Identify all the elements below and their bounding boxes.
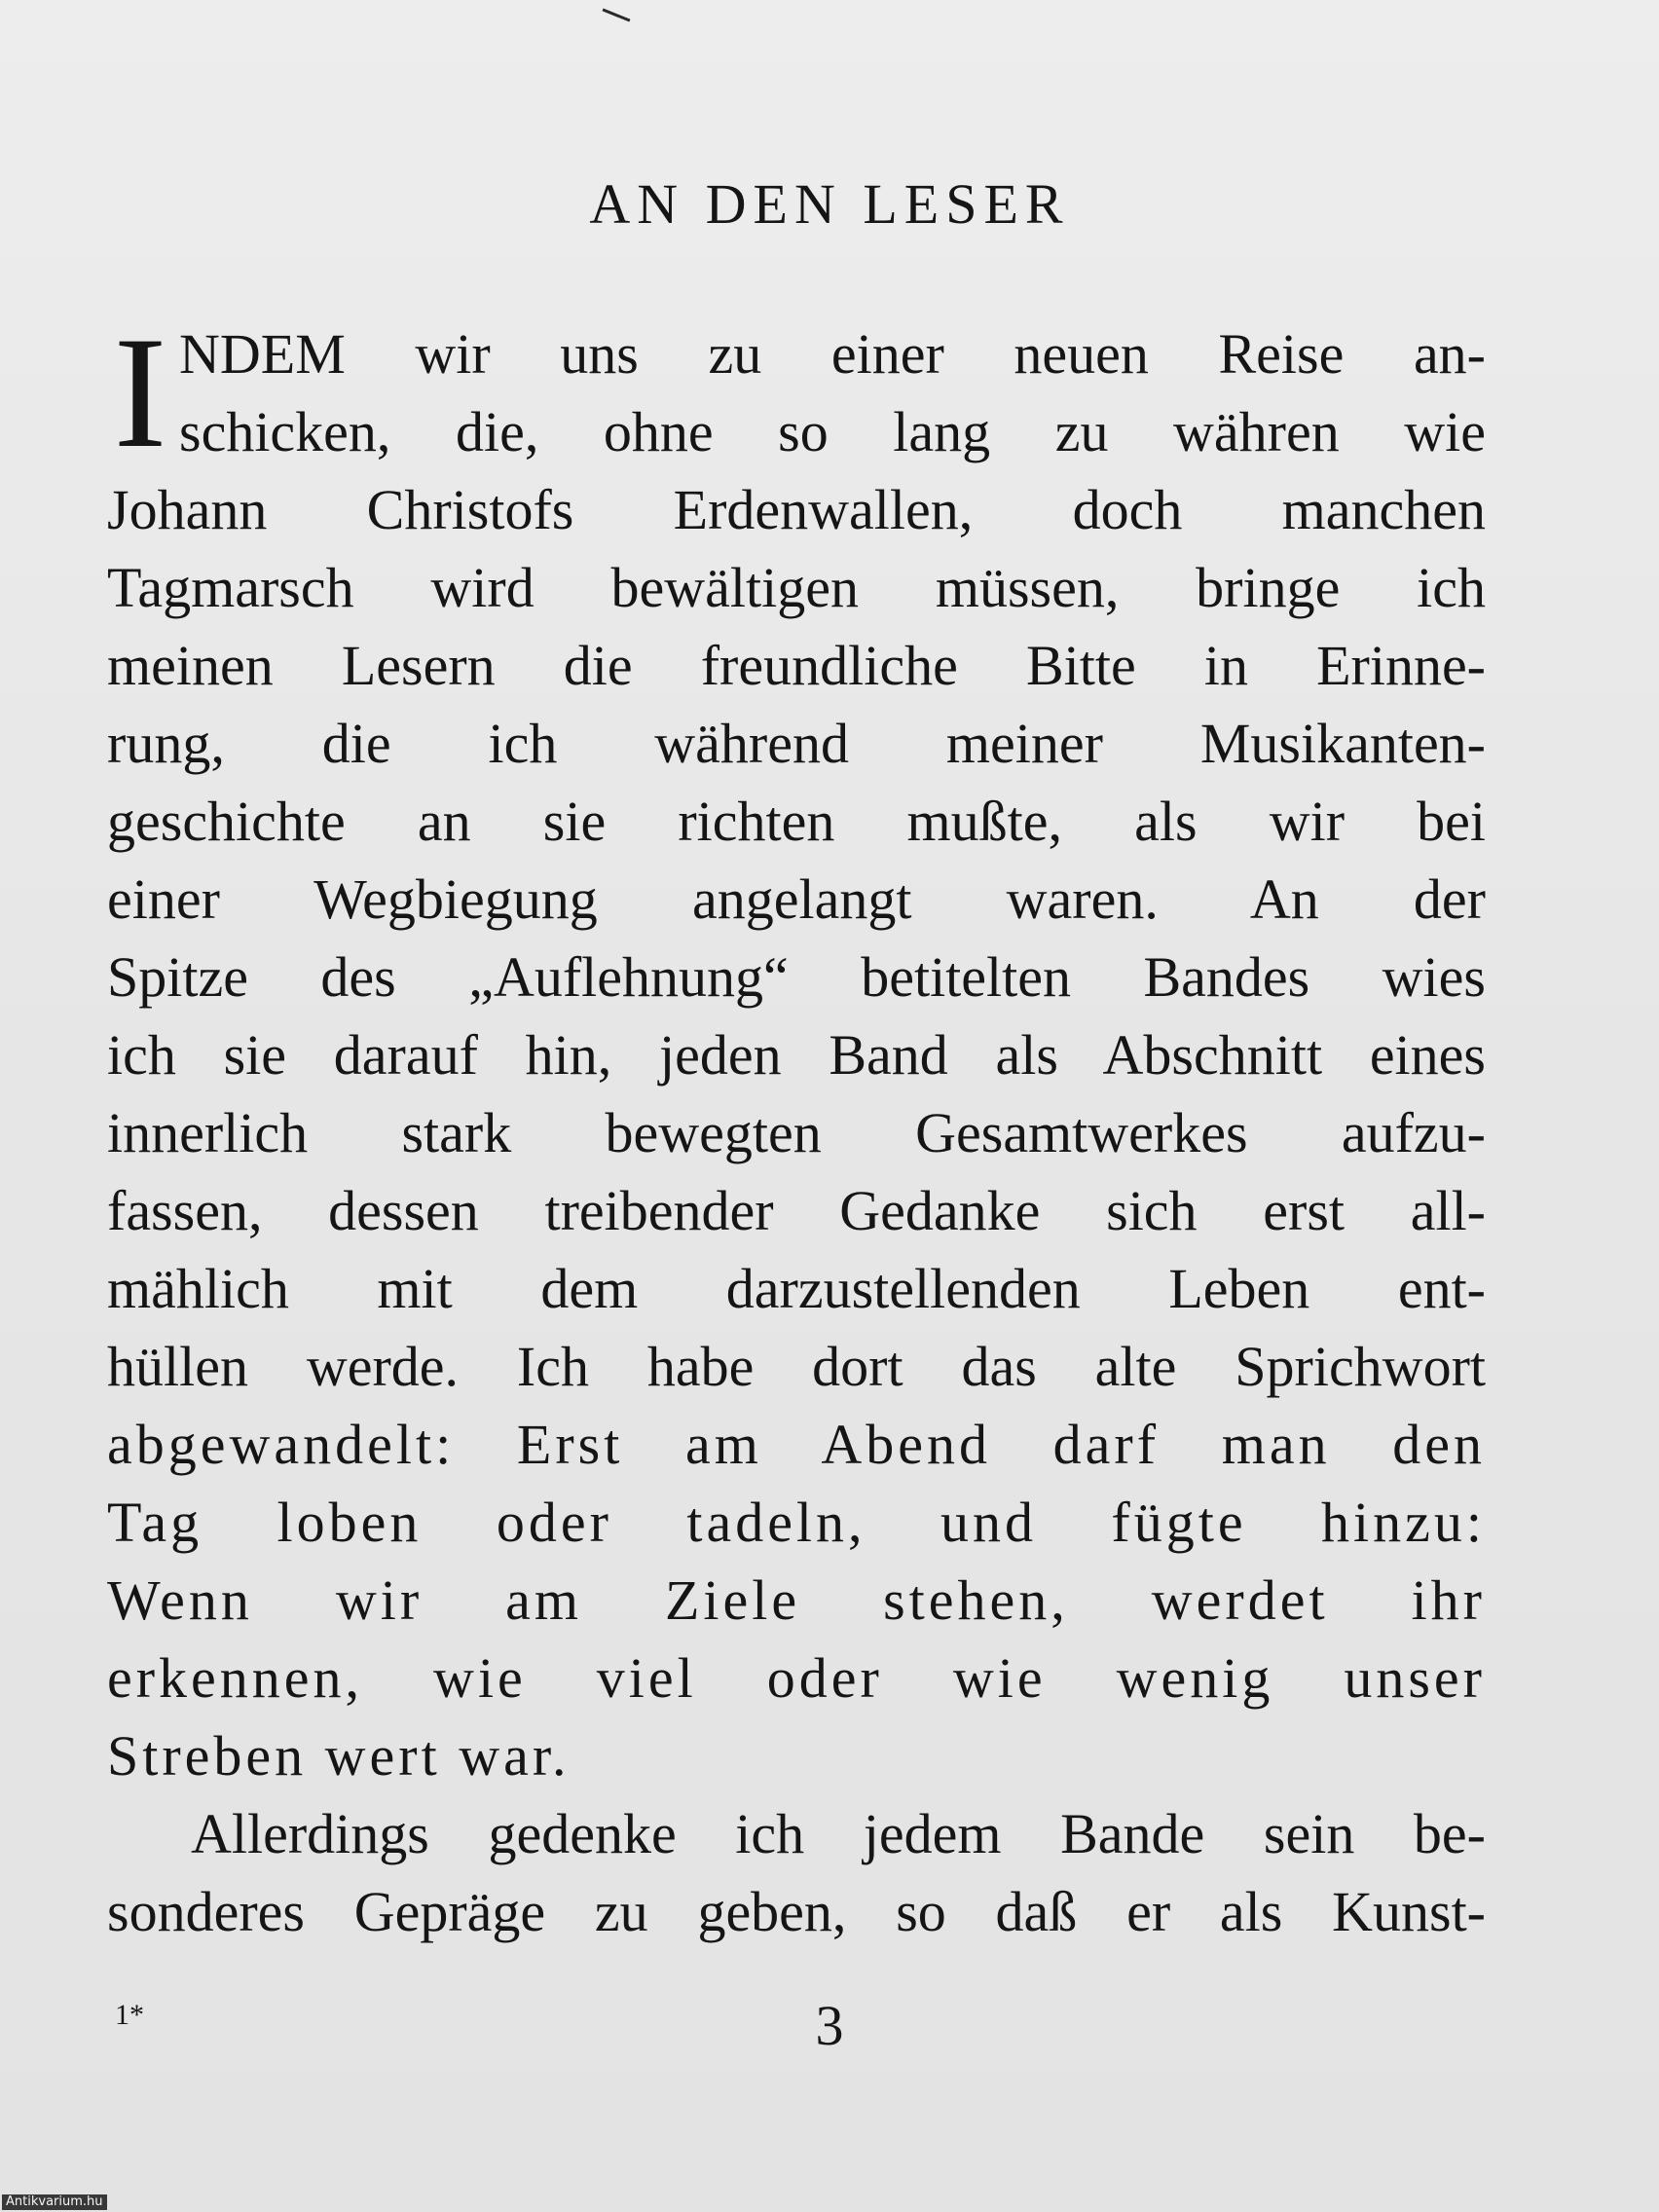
- text-line: Johann Christofs Erdenwallen, doch manchen: [107, 478, 1486, 541]
- text-line: hüllen werde. Ich habe dort das alte Sprichwort: [107, 1335, 1486, 1398]
- text-line: abgewandelt: Erst am Abend darf man den: [107, 1413, 1486, 1476]
- text-line: Streben wert war.: [107, 1724, 571, 1788]
- text-line: Tagmarsch wird bewältigen müssen, bringe ich: [107, 556, 1486, 619]
- text-line: NDEM wir uns zu einer neuen Reise an-: [179, 322, 1486, 386]
- text-line: sonderes Gepräge zu geben, so daß er als Kunst-: [107, 1880, 1486, 1943]
- text-line: schicken, die, ohne so lang zu währen wie: [179, 400, 1486, 463]
- body-text: [107, 305, 1486, 1951]
- drop-cap: I: [113, 305, 167, 481]
- text-line: Allerdings gedenke ich jedem Bande sein be-: [191, 1802, 1486, 1865]
- watermark-logo: Antikvarium.hu: [2, 2194, 107, 2210]
- chapter-title: AN DEN LESER: [589, 172, 1070, 236]
- text-line: geschichte an sie richten mußte, als wir bei: [107, 790, 1486, 853]
- text-line: mählich mit dem darzustellenden Leben ent-: [107, 1257, 1486, 1320]
- page-number: 3: [815, 1994, 844, 2057]
- text-line: Tag loben oder tadeln, und fügte hinzu:: [107, 1491, 1486, 1554]
- text-line: ich sie darauf hin, jeden Band als Abschnitt eines: [107, 1023, 1486, 1087]
- text-line: fassen, dessen treibender Gedanke sich erst all-: [107, 1179, 1486, 1242]
- page-mark: [603, 8, 631, 21]
- text-line: erkennen, wie viel oder wie wenig unser: [107, 1646, 1486, 1710]
- text-line: Spitze des „Auflehnung“ betitelten Bandes wies: [107, 945, 1486, 1009]
- text-line: rung, die ich während meiner Musikanten-: [107, 712, 1486, 775]
- text-line: meinen Lesern die freundliche Bitte in Erinne-: [107, 634, 1486, 697]
- signature-mark: 1*: [115, 1999, 144, 2031]
- text-line: Wenn wir am Ziele stehen, werdet ihr: [107, 1568, 1486, 1632]
- text-line: innerlich stark bewegten Gesamtwerkes aufzu-: [107, 1101, 1486, 1164]
- text-line: einer Wegbiegung angelangt waren. An der: [107, 867, 1486, 931]
